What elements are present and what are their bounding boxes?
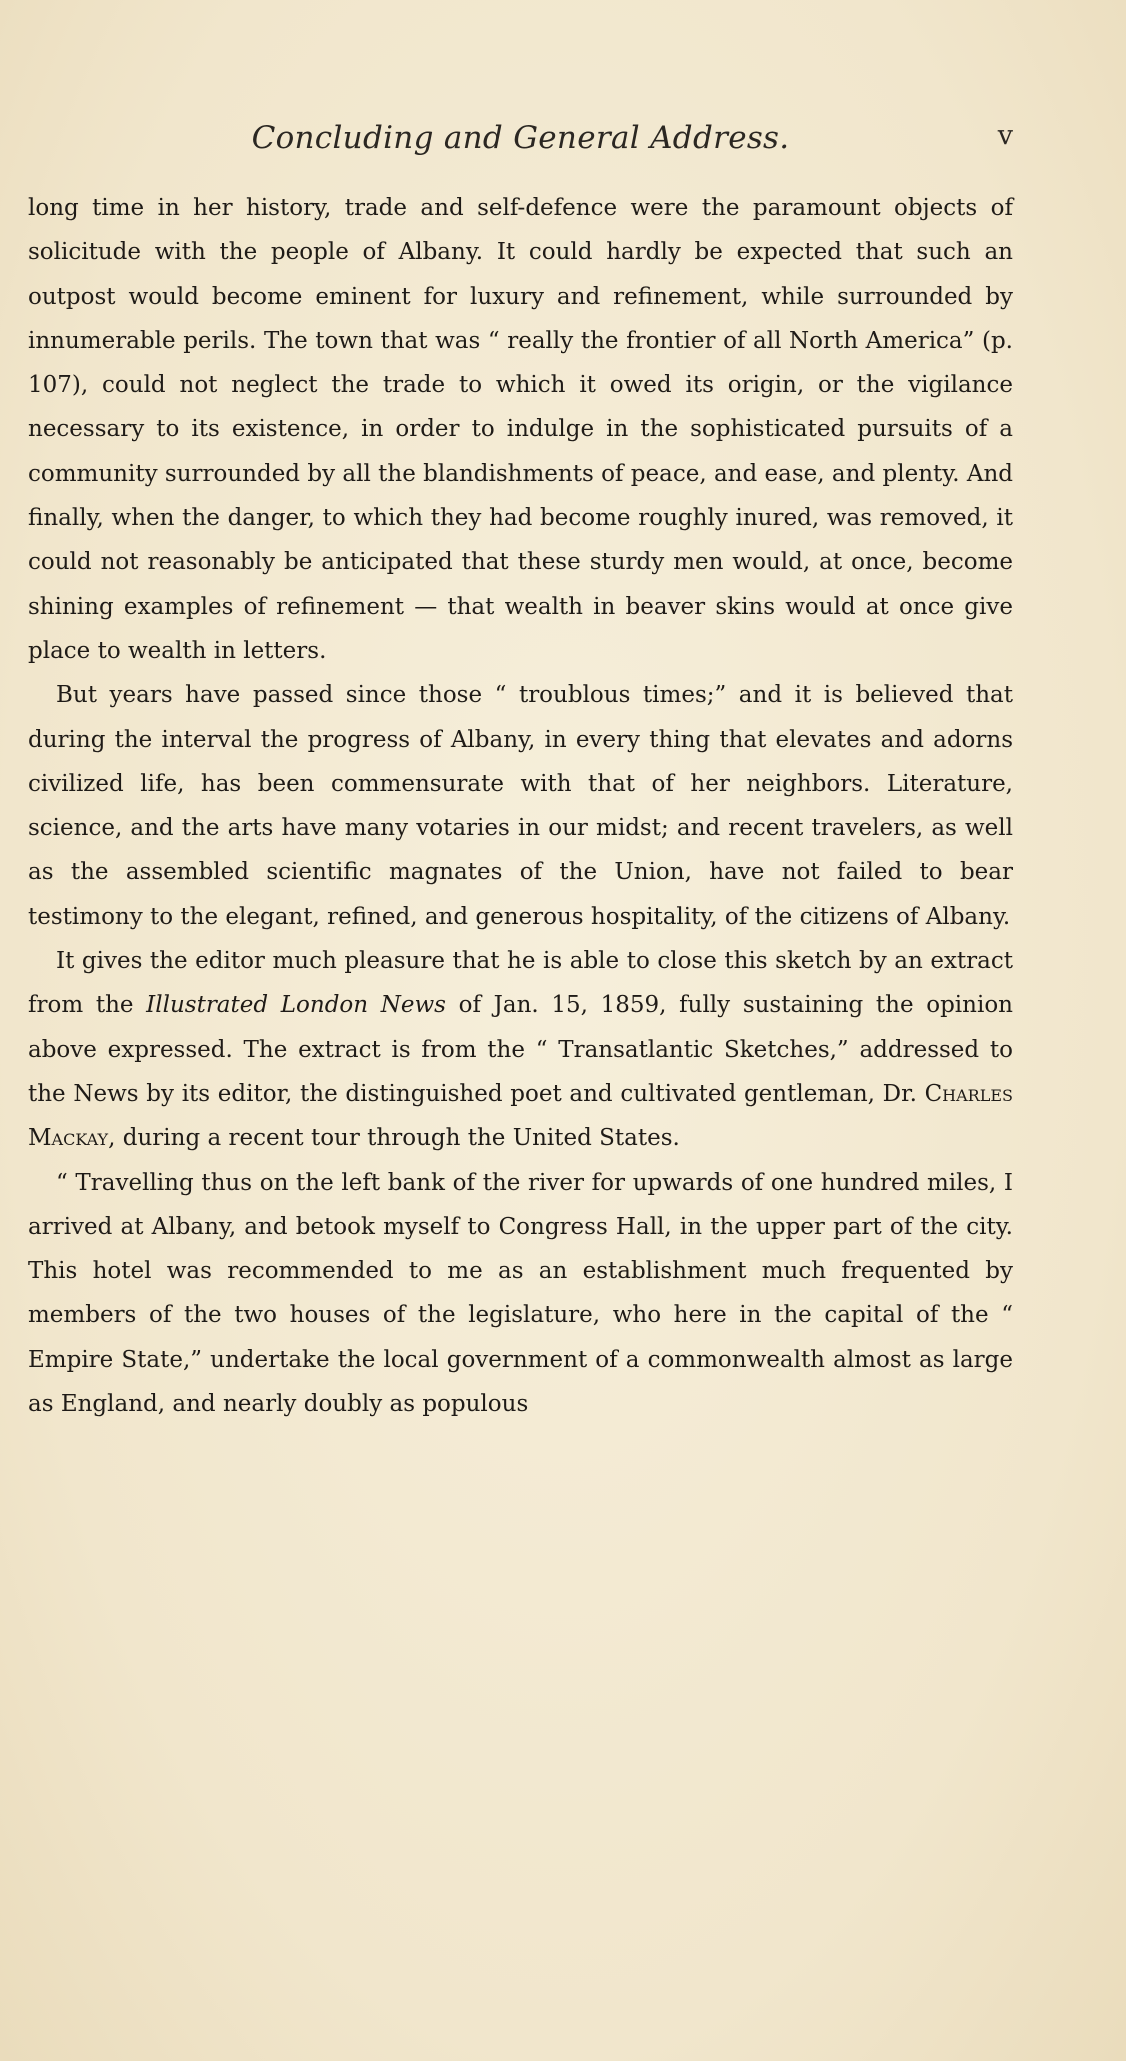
paragraph-text-segment: It gives the editor much pleasure that he is able to close this sketch by an extract from the [28, 948, 1013, 1019]
paragraph-extract-intro [28, 939, 1013, 1160]
paragraph-continuation: long time in her history, trade and self-defence were the paramount objects of solicitude with the people of Albany. It could hardly be expected that such an outpost would become eminent for luxury and refinement, while surrounded by innumerable perils. The town that was “ really the frontier of all North America” (p. 107), could not neglect the trade to which it owed its origin, or the vigilance necessary to its existence, in order to indulge in the sophisticated pursuits of a community surrounded by all the blandishments of peace, and ease, and plenty. And finally, when the danger, to which they had become roughly inured, was removed, it could not reasonably be anticipated that these sturdy men would, at once, become shining examples of refinement — that wealth in beaver skins would at once give place to wealth in letters. [28, 195, 1013, 664]
author-name: Charles Mackay [28, 1080, 1013, 1152]
newspaper-title: Illustrated London News [146, 992, 446, 1019]
paragraph-quoted-extract: “ Travelling thus on the left bank of the river for upwards of one hundred miles, I arrived at Albany, and betook myself to Congress Hall, in the upper part of the city. This hotel was recommended to me as an establishment much frequented by members of the two houses of the legislature, who here in the capital of the “ Empire State,” undertake the local government of a commonwealth almost as large as England, and nearly doubly as populous [28, 1169, 1013, 1418]
body-text [28, 186, 1013, 1426]
running-title: Concluding and General Address. [251, 120, 790, 156]
page-header [28, 120, 1013, 170]
paragraph-text-segment: , during a recent tour through the United States. [108, 1125, 680, 1152]
page-number: v [997, 120, 1013, 151]
paragraph-albany-progress: But years have passed since those “ troublous times;” and it is believed that during the interval the progress of Albany, in every thing that elevates and adorns civilized life, has been commensurate with that of her neighbors. Literature, science, and the arts have many votaries in our midst; and recent travelers, as well as the assembled scientific magnates of the Union, have not failed to bear testimony to the elegant, refined, and generous hospitality, of the citizens of Albany. [28, 682, 1013, 930]
paragraph-text-segment: of Jan. 15, 1859, fully sustaining the opinion above expressed. The extract is from the “ Transatlantic Sketches,” addressed to the News by its editor, the distinguished poet and cultivated gentleman, Dr. [28, 992, 1013, 1107]
